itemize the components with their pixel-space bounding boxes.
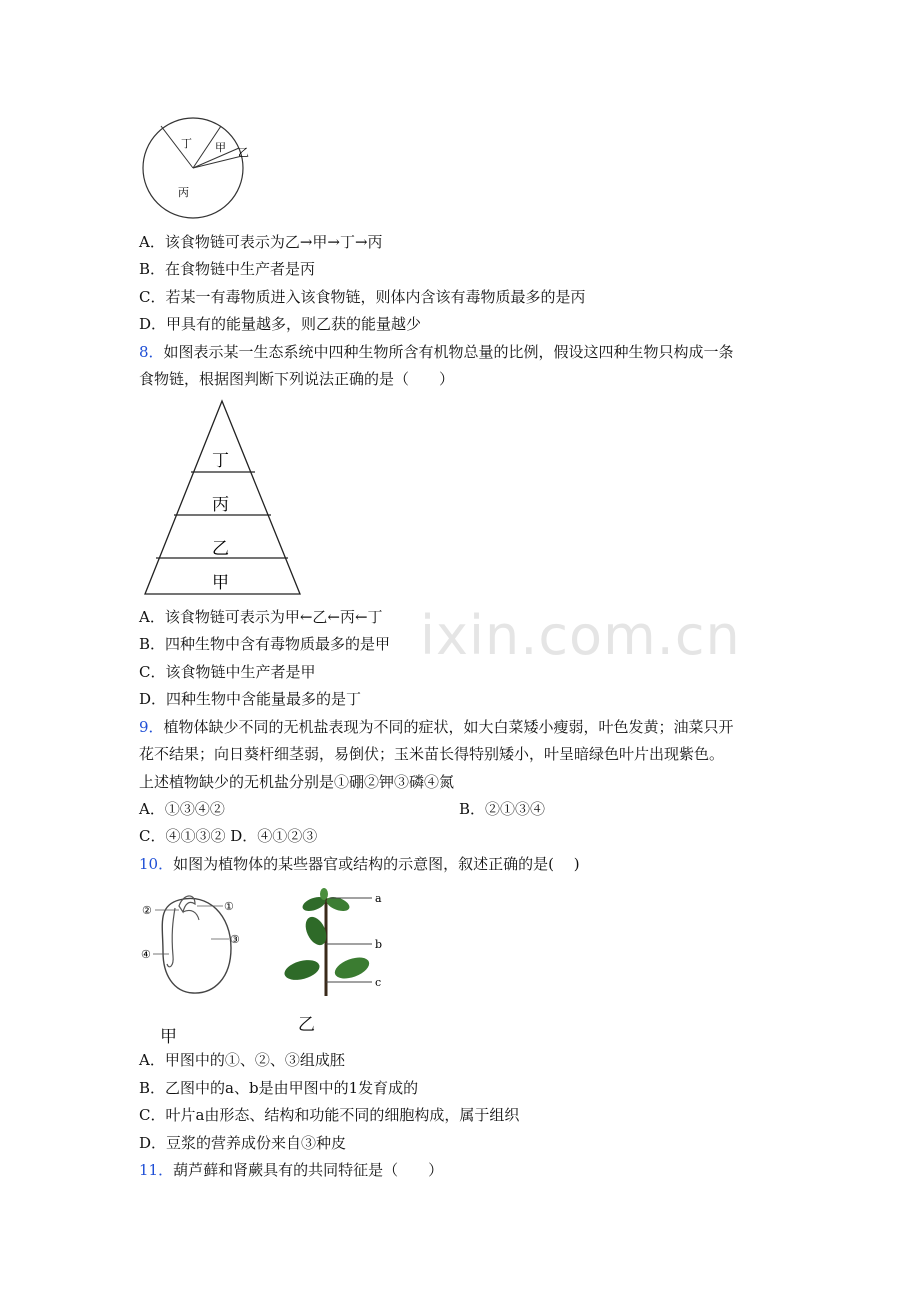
seed-label-3: ③	[230, 933, 240, 946]
seed-label-1: ①	[224, 900, 234, 913]
pyramid-label-jia: 甲	[212, 573, 229, 593]
q9-option-a: A．①③④②	[139, 800, 225, 818]
pie-label-bing: 丙	[178, 186, 189, 199]
watermark: ixin.com.cn	[420, 604, 741, 667]
q11-stem	[139, 1160, 443, 1180]
q8-option-c: C．该食物链中生产者是甲	[139, 663, 316, 681]
pyramid-label-ding: 丁	[212, 451, 229, 471]
seed-label-2: ②	[142, 904, 152, 917]
plant-label-c: c	[375, 976, 382, 989]
plant-figure	[278, 886, 388, 998]
q9-stem-text1: 植物体缺少不同的无机盐表现为不同的症状，如大白菜矮小瘦弱，叶色发黄；油菜只开	[163, 718, 734, 736]
q9-stem-line3: 上述植物缺少的无机盐分别是①硼②钾③磷④氮	[139, 773, 455, 791]
pyramid-label-bing: 丙	[212, 495, 229, 515]
q8-option-d: D．四种生物中含能量最多的是丁	[139, 690, 362, 708]
q9-option-b: B．②①③④	[459, 800, 546, 818]
q9-number: 9．	[139, 718, 164, 736]
q10-option-a: A．甲图中的①、②、③组成胚	[139, 1051, 345, 1069]
q7-option-c: C．若某一有毒物质进入该食物链，则体内含该有毒物质最多的是丙	[139, 288, 586, 306]
q7-option-b: B．在食物链中生产者是丙	[139, 260, 316, 278]
plant-label-b: b	[375, 938, 383, 951]
q8-option-a: A．该食物链可表示为甲←乙←丙←丁	[139, 608, 383, 626]
q9-stem-line2: 花不结果；向日葵杆细茎弱，易倒伏；玉米苗长得特别矮小，叶呈暗绿色叶片出现紫色。	[139, 745, 725, 763]
pyramid-label-yi: 乙	[212, 539, 229, 559]
q8-number: 8．	[139, 343, 164, 361]
q11-stem-text: 葫芦藓和肾蕨具有的共同特征是（ ）	[173, 1161, 444, 1179]
q10-number: 10．	[139, 855, 174, 873]
q8-stem-line1	[139, 342, 734, 362]
q10-option-b: B．乙图中的a、b是由甲图中的1发育成的	[139, 1079, 419, 1097]
q7-option-a: A．该食物链可表示为乙→甲→丁→丙	[139, 233, 383, 251]
q9-stem-line1	[139, 717, 734, 737]
q8-option-b: B．四种生物中含有毒物质最多的是甲	[139, 635, 391, 653]
plant-figure-caption: 乙	[298, 1015, 315, 1035]
q11-number: 11．	[139, 1161, 174, 1179]
q8-stem-line2: 食物链，根据图判断下列说法正确的是（ ）	[139, 370, 455, 388]
pyramid-figure	[142, 398, 304, 598]
q8-stem-text1: 如图表示某一生态系统中四种生物所含有机物总量的比例，假设这四种生物只构成一条	[163, 343, 734, 361]
q9-option-cd: C．④①③② D．④①②③	[139, 827, 318, 845]
plant-label-a: a	[375, 892, 382, 905]
pie-label-ding: 丁	[181, 137, 192, 150]
seed-figure	[139, 886, 245, 998]
pie-label-jia: 甲	[215, 141, 226, 154]
q10-stem-text: 如图为植物体的某些器官或结构的示意图，叙述正确的是( )	[173, 855, 580, 873]
q10-option-d: D．豆浆的营养成份来自③种皮	[139, 1134, 347, 1152]
pie-label-yi: 乙	[238, 146, 249, 159]
seed-label-4: ④	[141, 948, 151, 961]
seed-figure-caption: 甲	[160, 1027, 177, 1047]
q7-option-d: D．甲具有的能量越多，则乙获的能量越少	[139, 315, 422, 333]
q10-stem	[139, 854, 580, 874]
pie-figure	[139, 112, 249, 224]
q10-option-c: C．叶片a由形态、结构和功能不同的细胞构成，属于组织	[139, 1106, 520, 1124]
